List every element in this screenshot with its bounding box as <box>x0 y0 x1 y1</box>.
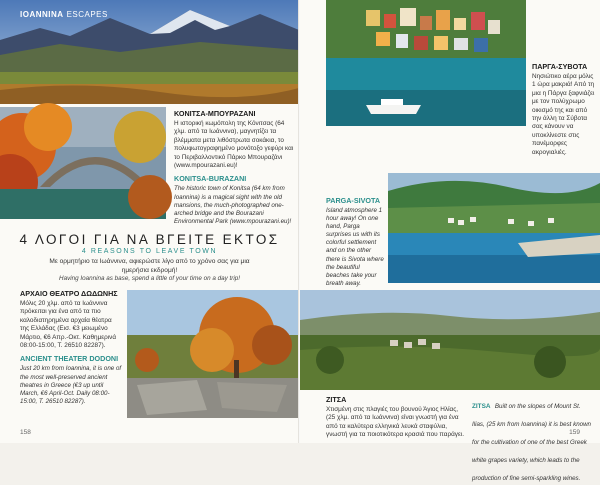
header-subtitle: ESCAPES <box>66 10 108 19</box>
page-number-right: 159 <box>569 429 580 436</box>
parga-title-en: PARGA-SIVOTA <box>326 196 381 205</box>
parga-body: Νησιώτικο αέρα μόλις 1 ώρα μακριά! Από τη μια η Πάργα ξαφνιάζει με τον πολύχρωμο οικισμό της και από την άλλη τα Σύβοτα σας κάνουν να υποκλίνεστε στις πανέμορφες ακρογιαλιές. <box>532 73 595 156</box>
konitsa-body: Η ιστορική κωμόπολη της Κόνιτσας (64 χλμ. από τα Ιωάννινα), μαγνητίζει τα βλέμματα μετα λιθόστρωτα σοκάκια, το πολυφωτογραφημένο μονότοξο γεφύρι και το Περιβαλλοντικό Πάρκο Μπουραζάνι (www.mpourazani.eu)! <box>174 120 294 170</box>
right-page <box>300 0 600 482</box>
konitsa-title-en: KONITSA-BURAZANI <box>174 174 247 184</box>
konitsa-article <box>174 109 294 226</box>
konitsa-title: ΚΟΝΙΤΣΑ-ΜΠΟΥΡΑΖΑΝΙ <box>174 109 256 118</box>
dodoni-article <box>20 289 122 406</box>
dodoni-body: Μόλις 20 χλμ. από τα Ιωάννινα πρόκειται για ένα από τα πιο καλοδιατηρημένα αρχαία θέατρα της Ελλάδας (Εισ. €3 μειωμένο Μάρτιο, €6 Απρ.-Οκτ. Καθημερινά 08:00-15:00, Τ. 26510 82287). <box>20 300 117 350</box>
left-page <box>0 0 299 443</box>
headline-english-sub: Having Ioannina as base, spend a little of your time on a day trip! <box>59 275 240 282</box>
header-title: IOANNINA <box>20 10 64 19</box>
headline-english: 4 REASONS TO LEAVE TOWN <box>81 248 218 255</box>
sivota-bay-photo <box>388 173 600 283</box>
zitsa-title: ΖΙΤΣΑ <box>326 395 347 404</box>
konitsa-body-en: The historic town of Konitsa (64 km from Ioannina) is a magical sight with the old mansions, the much-photographed one-arched bridge and the Bourazani Environmental Park (www.mpourazani.eu)! <box>174 185 292 225</box>
parga-title: ΠΑΡΓΑ-ΣΥΒΟΤΑ <box>532 62 588 71</box>
zitsa-article-english <box>472 395 594 485</box>
dodoni-body-en: Just 20 km from Ioannina, it is one of the most well-preserved ancient theatres in Greece (€3 up until March, €6 April-Oct. Daily 08:00-15:00, T. 26510 82287). <box>20 365 122 405</box>
parga-article-greek <box>532 62 596 157</box>
headline-main: 4 ΛΟΓΟΙ ΓΙΑ ΝΑ ΒΓΕΙΤΕ ΕΚΤΟΣ <box>19 232 280 247</box>
dodoni-theatre-photo <box>127 290 299 418</box>
zitsa-body: Χτισμένη στις πλαγιές του βουνού Άγιος Ηλίας, (25 χλμ. από τα Ιωάννινα) είναι γνωστή για ένα από τα καλύτερα ελληνικά λευκά σταφύλια, γνωστή για τα ποιοτικότερα κρασιά που παράγει. <box>326 406 465 439</box>
zitsa-body-en: Built on the slopes of Mount St. Ilias, (25 km from Ioannina) it is best known for the cultivation of one of the best Greek white grapes variety, which leads to the production of fine semi-sparkling wines. <box>472 403 591 482</box>
zitsa-article-greek <box>326 395 464 440</box>
zitsa-panorama-photo <box>300 290 600 390</box>
zitsa-title-en: ZITSA <box>472 403 491 410</box>
parga-harbour-photo <box>326 0 526 126</box>
headline-greek-sub: Με ορμητήριο τα Ιωάννινα, αφιερώστε λίγο από το χρόνο σας για μια ημερήσια εκδρομή! <box>49 258 250 274</box>
page-number-left: 158 <box>20 429 31 436</box>
headline-block <box>0 232 299 283</box>
dodoni-title-en: ANCIENT THEATER DODONI <box>20 354 119 364</box>
section-header <box>20 10 108 19</box>
parga-body-en: Island atmosphere 1 hour away! On one hand, Parga surprises us with its colorful settlement and on the other there is Sivota where the beautiful beaches take your breath away. <box>326 207 384 287</box>
dodoni-title: ΑΡΧΑΙΟ ΘΕΑΤΡΟ ΔΩΔΩΝΗΣ <box>20 289 118 298</box>
konitsa-bridge-photo <box>0 107 166 219</box>
parga-article-english <box>326 196 384 288</box>
